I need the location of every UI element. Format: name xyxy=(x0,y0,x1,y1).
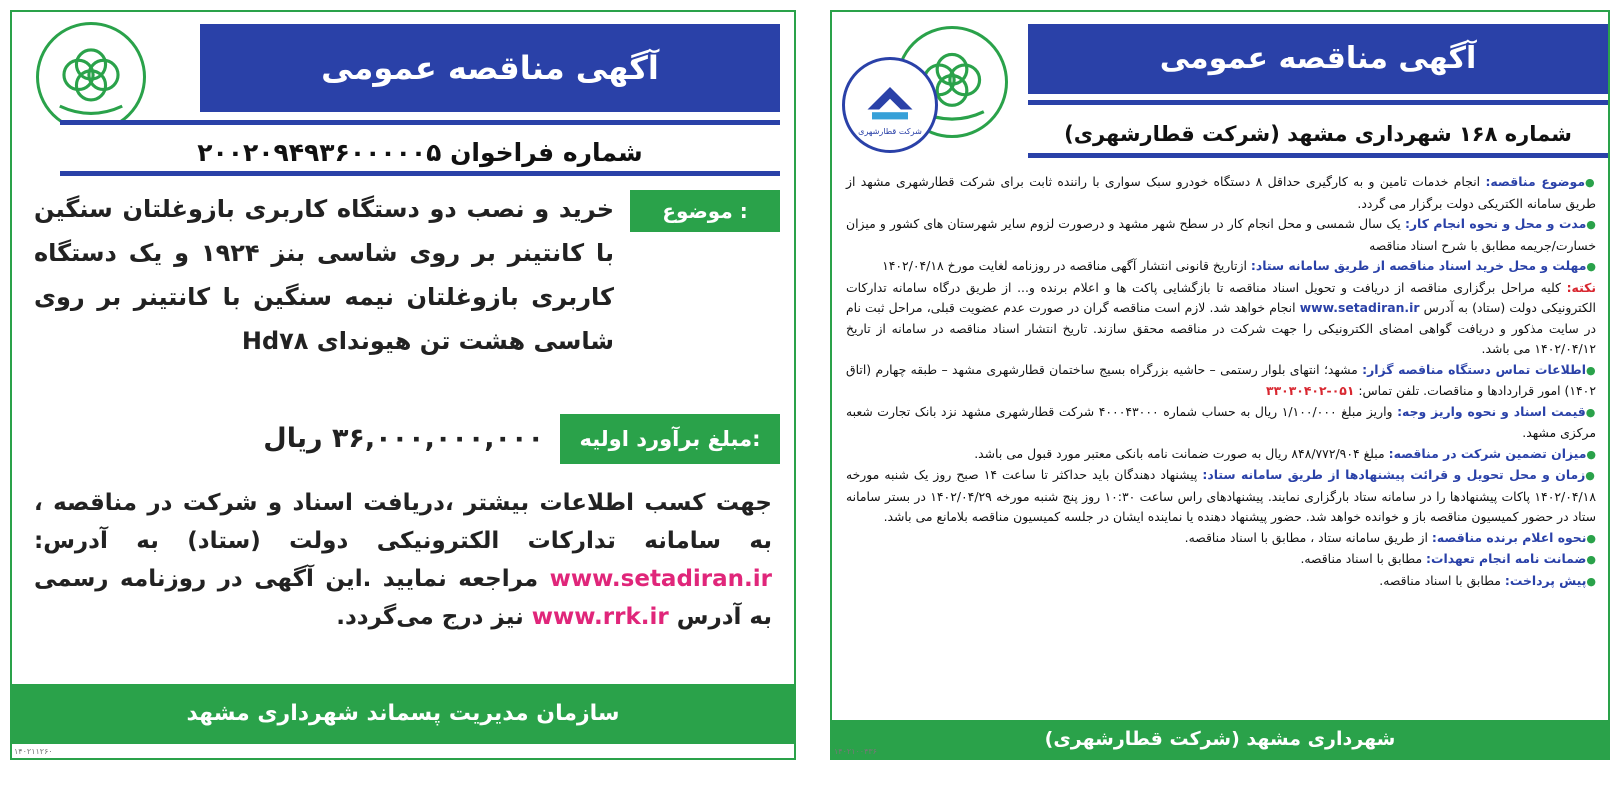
list-item: ●ضمانت نامه انجام تعهدات: مطابق با اسناد مناقصه. xyxy=(1300,551,1596,566)
right-ad-body xyxy=(846,172,1596,592)
call-number: شماره فراخوان ۲۰۰۲۰۹۴۹۳۶۰۰۰۰۰۵ xyxy=(60,120,780,176)
list-item: ●مهلت و محل خرید اسناد مناقصه از طریق سامانه ستاد: ازتاریخ قانونی انتشار آگهی مناقصه در روزنامه لغایت مورخ ۱۴۰۲/۰۴/۱۸ xyxy=(882,258,1596,273)
bullet-icon: ● xyxy=(1585,176,1596,189)
bullet-icon: ● xyxy=(1586,553,1596,566)
phone-number: ۰۵۱-۳۳۰۳۰۴۰۲ xyxy=(1266,383,1355,398)
urban-railway-logo-icon xyxy=(842,57,938,153)
setadiran-link[interactable]: www.setadiran.ir xyxy=(549,566,773,592)
right-ad-title: آگهی مناقصه عمومی xyxy=(1028,24,1608,94)
bullet-icon: ● xyxy=(1585,469,1596,482)
right-ad-footer: شهرداری مشهد (شرکت قطارشهری) xyxy=(832,720,1608,758)
list-item: ●مدت و محل و نحوه انجام کار: یک سال شمسی و محل انجام کار در سطح شهر مشهد و درصورت لزوم سایر شهرستان های کشور و میزان خسارت/جریمه مطابق با شرح اسناد مناقصه xyxy=(846,216,1596,253)
setadiran-link[interactable]: www.setadiran.ir xyxy=(1299,300,1420,315)
mashhad-municipality-logo-icon xyxy=(36,22,146,132)
bullet-icon: ● xyxy=(1585,405,1596,419)
list-item: ●اطلاعات تماس دستگاه مناقصه گزار: مشهد؛ انتهای بلوار رستمی – حاشیه بزرگراه بسیج ساختمان قطارشهری مشهد – طبقه چهارم (اتاق ۱۴۰۲) امور قراردادها و مناقصات. تلفن تماس: ۰۵۱-۳۳۰۳۰۴۰۲ xyxy=(846,361,1596,398)
bullet-icon: ● xyxy=(1586,447,1596,461)
left-ad-stamp: ۱۴۰۲۱۱۲۶۰ xyxy=(14,747,53,756)
bullet-icon: ● xyxy=(1586,574,1596,588)
topic-label: موضوع : xyxy=(630,190,780,232)
estimate-label: مبلغ برآورد اولیه: xyxy=(560,414,780,464)
right-advertisement xyxy=(830,10,1610,760)
list-item: ●موضوع مناقصه: انجام خدمات تامین و به کارگیری حداقل ۸ دستگاه خودرو سبک سواری با راننده ثابت برای شرکت قطارشهری مشهد از طریق سامانه الکتریکی دولت برگزار می گردد. xyxy=(846,174,1596,211)
list-item: ●قیمت اسناد و نحوه واریز وجه: واریز مبلغ ۱/۱۰۰/۰۰۰ ریال به حساب شماره ۴۰۰۰۴۳۰۰۰ شرکت قطارشهری مشهد نزد بانک تجارت شعبه مرکزی مشهد. xyxy=(846,403,1596,440)
left-advertisement xyxy=(10,10,796,760)
svg-text:شرکت قطارشهری: شرکت قطارشهری xyxy=(858,125,922,136)
bullet-icon: ● xyxy=(1586,531,1596,545)
list-item: ●زمان و محل تحویل و قرائت پیشنهادها از طریق سامانه ستاد: پیشنهاد دهندگان باید حداکثر تا ساعت ۱۴ صبح روز یک شنبه مورخه ۱۴۰۲/۰۴/۱۸ پاکات پیشنهادها را در سامانه ستاد بارگزاری نمایند. پیشنهادهای راس ساعت ۱۰:۳۰ روز پنج شنبه مورخه ۱۴۰۲/۰۴/۲۹ در بستر سامانه ستاد در حضور کمیسیون مناقصه باز و خوانده خواهد شد. حضور پیشنهاد دهنده یا نماینده ایشان در جلسه کمیسیون مناقصه بلامانع می باشد. xyxy=(846,467,1596,524)
right-ad-stamp: ۱۴۰۲۱۰۰۴۳۶ xyxy=(834,747,877,756)
estimate-value: ۳۶,۰۰۰,۰۰۰,۰۰۰ ریال xyxy=(263,423,544,454)
list-item: ●نحوه اعلام برنده مناقصه: از طریق سامانه ستاد ، مطابق با اسناد مناقصه. xyxy=(1184,529,1596,545)
bullet-icon: ● xyxy=(1586,218,1596,231)
rrk-link[interactable]: www.rrk.ir xyxy=(531,604,669,630)
bullet-icon: ● xyxy=(1585,363,1596,377)
topic-text: خرید و نصب دو دستگاه کاربری بازوغلتان سنگین با کانتینر بر روی شاسی بنز ۱۹۲۴ و یک دستگاه کاربری بازوغلتان نیمه سنگین با کانتینر بر روی شاسی هشت تن هیوندای Hd۷۸ xyxy=(34,195,614,355)
list-item: ●میزان تضمین شرکت در مناقصه: مبلغ ۸۴۸/۷۷۲/۹۰۴ ریال به صورت ضمانت نامه بانکی معتبر مورد قبول می باشد. xyxy=(974,445,1596,461)
left-ad-title: آگهی مناقصه عمومی xyxy=(200,24,780,112)
list-item: ●پیش پرداخت: مطابق با اسناد مناقصه. xyxy=(1379,572,1596,588)
right-ad-subtitle: شماره ۱۶۸ شهرداری مشهد (شرکت قطارشهری) xyxy=(1028,100,1608,158)
info-text: جهت کسب اطلاعات بیشتر ،دریافت اسناد و شرکت در مناقصه ، به سامانه تدارکات الکترونیکی دولت (ستاد) به آدرس: www.setadiran.ir مراجعه نمایید .این آگهی در روزنامه رسمی به آدرس www.rrk.ir نیز درج می‌گردد. xyxy=(34,490,773,630)
note-item: نکته: کلیه مراحل برگزاری مناقصه از دریافت و تحویل اسناد مناقصه تا بازگشایی پاکت ها و اعلام برنده و... از طریق درگاه سامانه تدارکات الکترونیکی دولت (ستاد) به آدرس www.setadiran.ir انجام خواهد شد. لازم است مناقصه گران در صورت عدم عضویت قبلی، مراحل ثبت نام در سایت مذکور و دریافت گواهی امضای الکترونیکی را جهت شرکت در مناقصه محقق سازند. تاریخ انتشار اسناد مناقصه در سامانه از تاریخ ۱۴۰۲/۰۴/۱۲ می باشد. xyxy=(846,279,1596,356)
left-ad-footer: سازمان مدیریت پسماند شهرداری مشهد xyxy=(12,684,794,744)
bullet-icon: ● xyxy=(1586,260,1596,273)
